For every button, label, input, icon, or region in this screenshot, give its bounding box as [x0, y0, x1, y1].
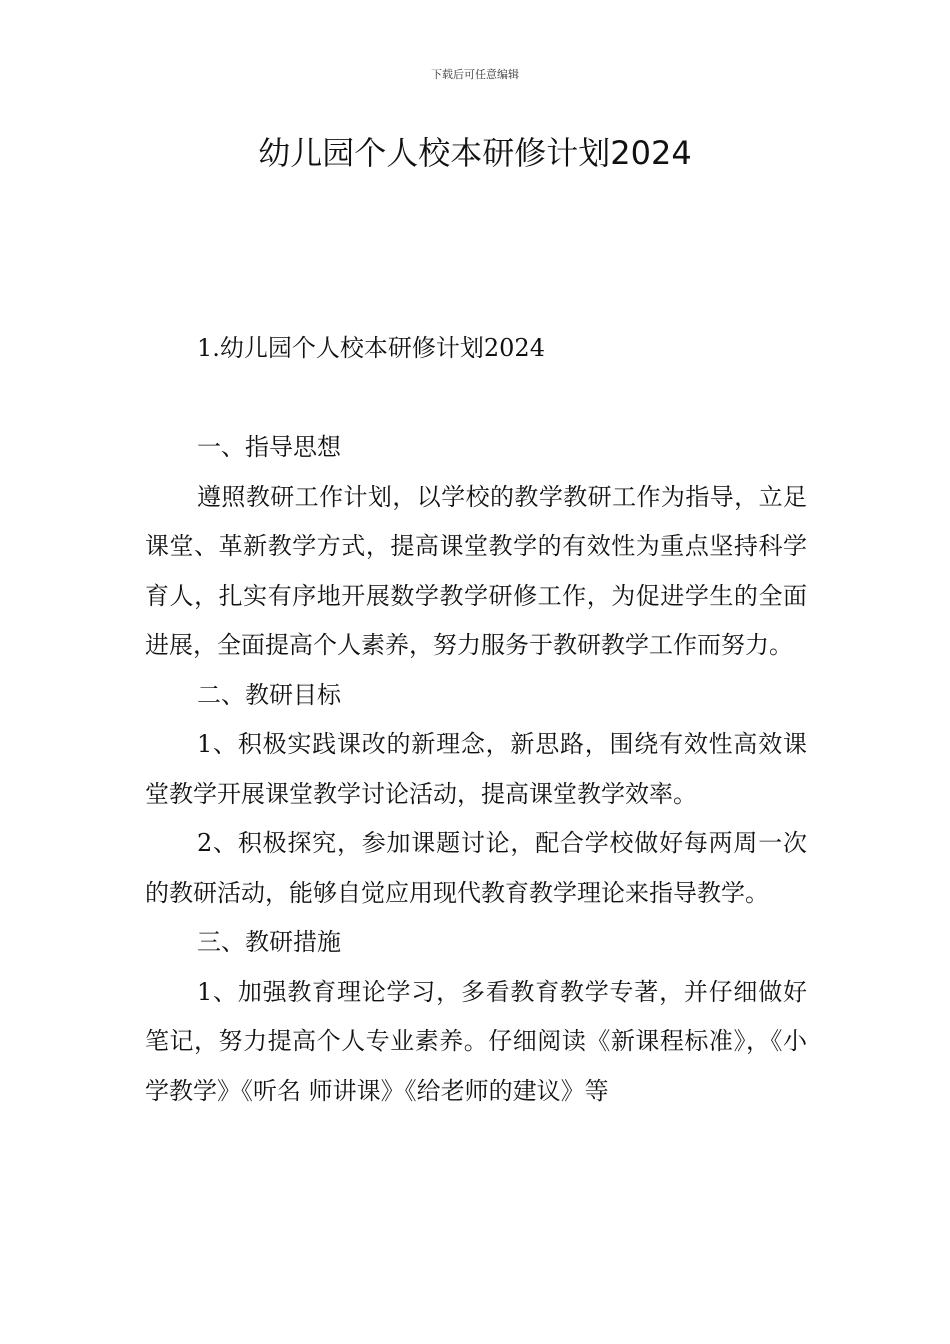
section-heading-research-goals: 二、教研目标 — [197, 680, 341, 709]
paragraph-measure-1: 1、加强教育理论学习，多看教育教学专著，并仔细做好笔记，努力提高个人专业素养。仔细阅读《新课程标准》，《小学教学》《听名 师讲课》《给老师的建议》等 — [145, 977, 807, 1105]
paragraph-guiding-thought: 遵照教研工作计划，以学校的教学教研工作为指导，立足课堂、革新教学方式，提高课堂教学的有效性为重点坚持科学育人，扎实有序地开展数学教学研修工作，为促进学生的全面进展，全面提高个人素养，努力服务于教研教学工作而努力。 — [145, 482, 807, 659]
subtitle: 1.幼儿园个人校本研修计划2024 — [197, 334, 545, 362]
document-title: 幼儿园个人校本研修计划2024 — [258, 134, 692, 172]
document-body-main — [145, 423, 807, 1116]
paragraph-goal-2: 2、积极探究，参加课题讨论，配合学校做好每两周一次的教研活动，能够自觉应用现代教育教学理论来指导教学。 — [145, 829, 807, 907]
section-heading-guiding-thought: 一、指导思想 — [197, 433, 341, 461]
section-heading-research-measures: 三、教研措施 — [197, 928, 341, 956]
paragraph-goal-1: 1、积极实践课改的新理念，新思路，围绕有效性高效课堂教学开展课堂教学讨论活动，提高课堂教学效率。 — [145, 730, 807, 808]
header-note: 下载后可任意编辑 — [431, 68, 519, 81]
document-body — [145, 324, 807, 374]
